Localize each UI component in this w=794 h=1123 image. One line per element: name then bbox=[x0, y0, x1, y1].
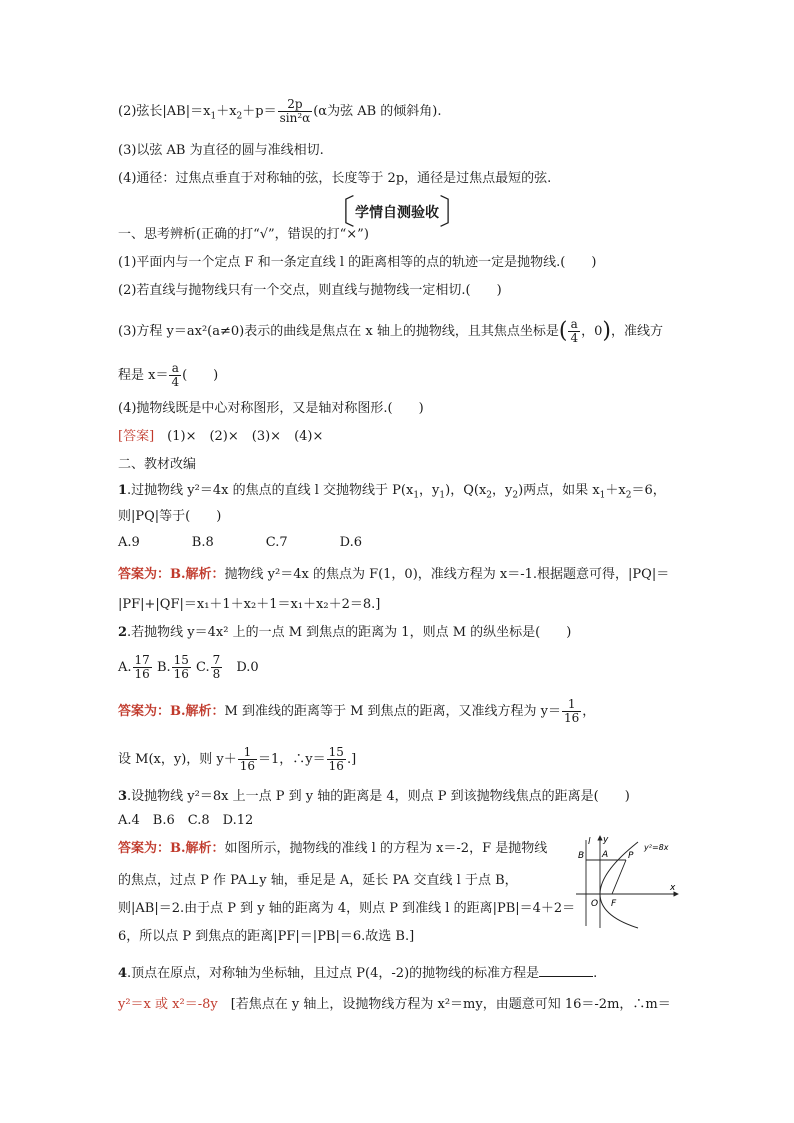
part1-heading: 一、思考辨析(正确的打“√”，错误的打“×”) bbox=[118, 227, 369, 242]
label-a: A bbox=[602, 850, 609, 860]
tangent-circle-line: (3)以弦 AB 为直径的圆与准线相切. bbox=[118, 143, 324, 158]
question-3: (3)方程 y＝ax²(a≠0)表示的曲线是焦点在 x 轴上的抛物线，且其焦点坐标是( $\frac{a}{4}$ ，0)，准线方 bbox=[118, 317, 663, 345]
problem-3-answer-l3: 则|AB|＝2.由于点 P 到 y 轴的距离为 4，则点 P 到准线 l 的距离|PB|＝4＋2＝ bbox=[118, 901, 576, 916]
label-o: O bbox=[591, 899, 599, 909]
question-1: (1)平面内与一个定点 F 和一条定直线 l 的距离相等的点的轨迹一定是抛物线.( ) bbox=[118, 255, 597, 270]
fraction: $\frac{2p}{\text{sin²α}}$ bbox=[279, 97, 311, 125]
label-x: x bbox=[670, 883, 676, 893]
label-equation: y²=8x bbox=[644, 843, 669, 852]
segment-pf bbox=[612, 860, 626, 894]
chord-length-line: (2)弦长$|AB|=x_1+x_2+p=$ $\frac{2p}{\text{sin²α}}$ (α为弦 AB 的倾斜角). bbox=[118, 97, 442, 125]
answer-blank bbox=[539, 964, 593, 977]
problem-4-answer: y²＝x 或 x²＝-8y [若焦点在 y 轴上，设抛物线方程为 x²＝my，由题意可知 16＝-2m，∴m＝ bbox=[118, 997, 671, 1012]
problem-3: 3.设抛物线 y²＝8x 上一点 P 到 y 轴的距离是 4，则点 P 到该抛物线焦点的距离是( ) bbox=[118, 789, 630, 804]
problem-1-cont: 则|PQ|等于( ) bbox=[118, 509, 222, 524]
problem-2-answer: 答案为：B.解析：M 到准线的距离等于 M 到焦点的距离，又准线方程为 y＝ $\frac{1}{16}$ ， bbox=[118, 697, 596, 725]
parabola-figure bbox=[572, 832, 682, 930]
problem-2: 2.若抛物线 y＝4x² 上的一点 M 到焦点的距离为 1，则点 M 的纵坐标是( ) bbox=[118, 625, 572, 640]
question-2: (2)若直线与抛物线只有一个交点，则直线与抛物线一定相切.( ) bbox=[118, 283, 502, 298]
answer-line: [答案] (1)× (2)× (3)× (4)× bbox=[118, 429, 324, 444]
problem-3-answer-l4: 6，所以点 P 到焦点的距离|PF|＝|PB|＝6.故选 B.] bbox=[118, 929, 415, 944]
problem-3-options: A.4 B.6 C.8 D.12 bbox=[118, 813, 254, 828]
problem-3-answer: 答案为：B.解析：如图所示，抛物线的准线 l 的方程为 x＝-2，F 是抛物线 bbox=[118, 841, 548, 856]
problem-1-options: A.9 B.8 C.7 D.6 bbox=[118, 535, 362, 550]
part2-heading: 二、教材改编 bbox=[118, 457, 197, 472]
problem-1-answer-cont: |PF|+|QF|＝x₁＋1＋x₂＋1＝x₁＋x₂＋2＝8.] bbox=[118, 597, 381, 612]
section-title: 〔学情自测验收〕 bbox=[321, 193, 473, 233]
label-b: B bbox=[578, 851, 585, 861]
problem-1: 1.过抛物线 y²＝4x 的焦点的直线 l 交抛物线于 $P(x_1$，$y_1$)，$Q(x_2$，$y_2$)两点，如果 $x_1+x_2=6$， bbox=[118, 483, 666, 501]
problem-1-answer: 答案为：B.解析：抛物线 y²＝4x 的焦点为 F(1，0)，准线方程为 x＝-1.根据题意可得，|PQ|＝ bbox=[118, 567, 670, 582]
problem-4: 4.顶点在原点，对称轴为坐标轴，且过点 P(4，-2)的抛物线的标准方程是 . bbox=[118, 966, 598, 981]
label-y: y bbox=[603, 835, 609, 845]
label-l: l bbox=[588, 837, 591, 847]
question-4: (4)抛物线既是中心对称图形，又是轴对称图形.( ) bbox=[118, 401, 424, 416]
problem-2-options: A. $\frac{17}{16}$ B. $\frac{15}{16}$ C. $\frac{7}{8}$ D.0 bbox=[118, 653, 259, 681]
label-p: P bbox=[628, 851, 634, 861]
problem-3-answer-l2: 的焦点，过点 P 作 PA⊥y 轴，垂足是 A，延长 PA 交直线 l 于点 B， bbox=[118, 873, 518, 888]
label-f: F bbox=[611, 899, 617, 909]
question-3-cont: 程是 x＝ $\frac{a}{4}$ ( ) bbox=[118, 361, 219, 389]
problem-2-answer-cont: 设 M(x，y)，则 y＋ $\frac{1}{16}$ ＝1，∴y＝ $\frac{15}{16}$ .] bbox=[118, 745, 357, 773]
latus-rectum-line: (4)通径：过焦点垂直于对称轴的弦，长度等于 2p，通径是过焦点最短的弦. bbox=[118, 171, 552, 186]
